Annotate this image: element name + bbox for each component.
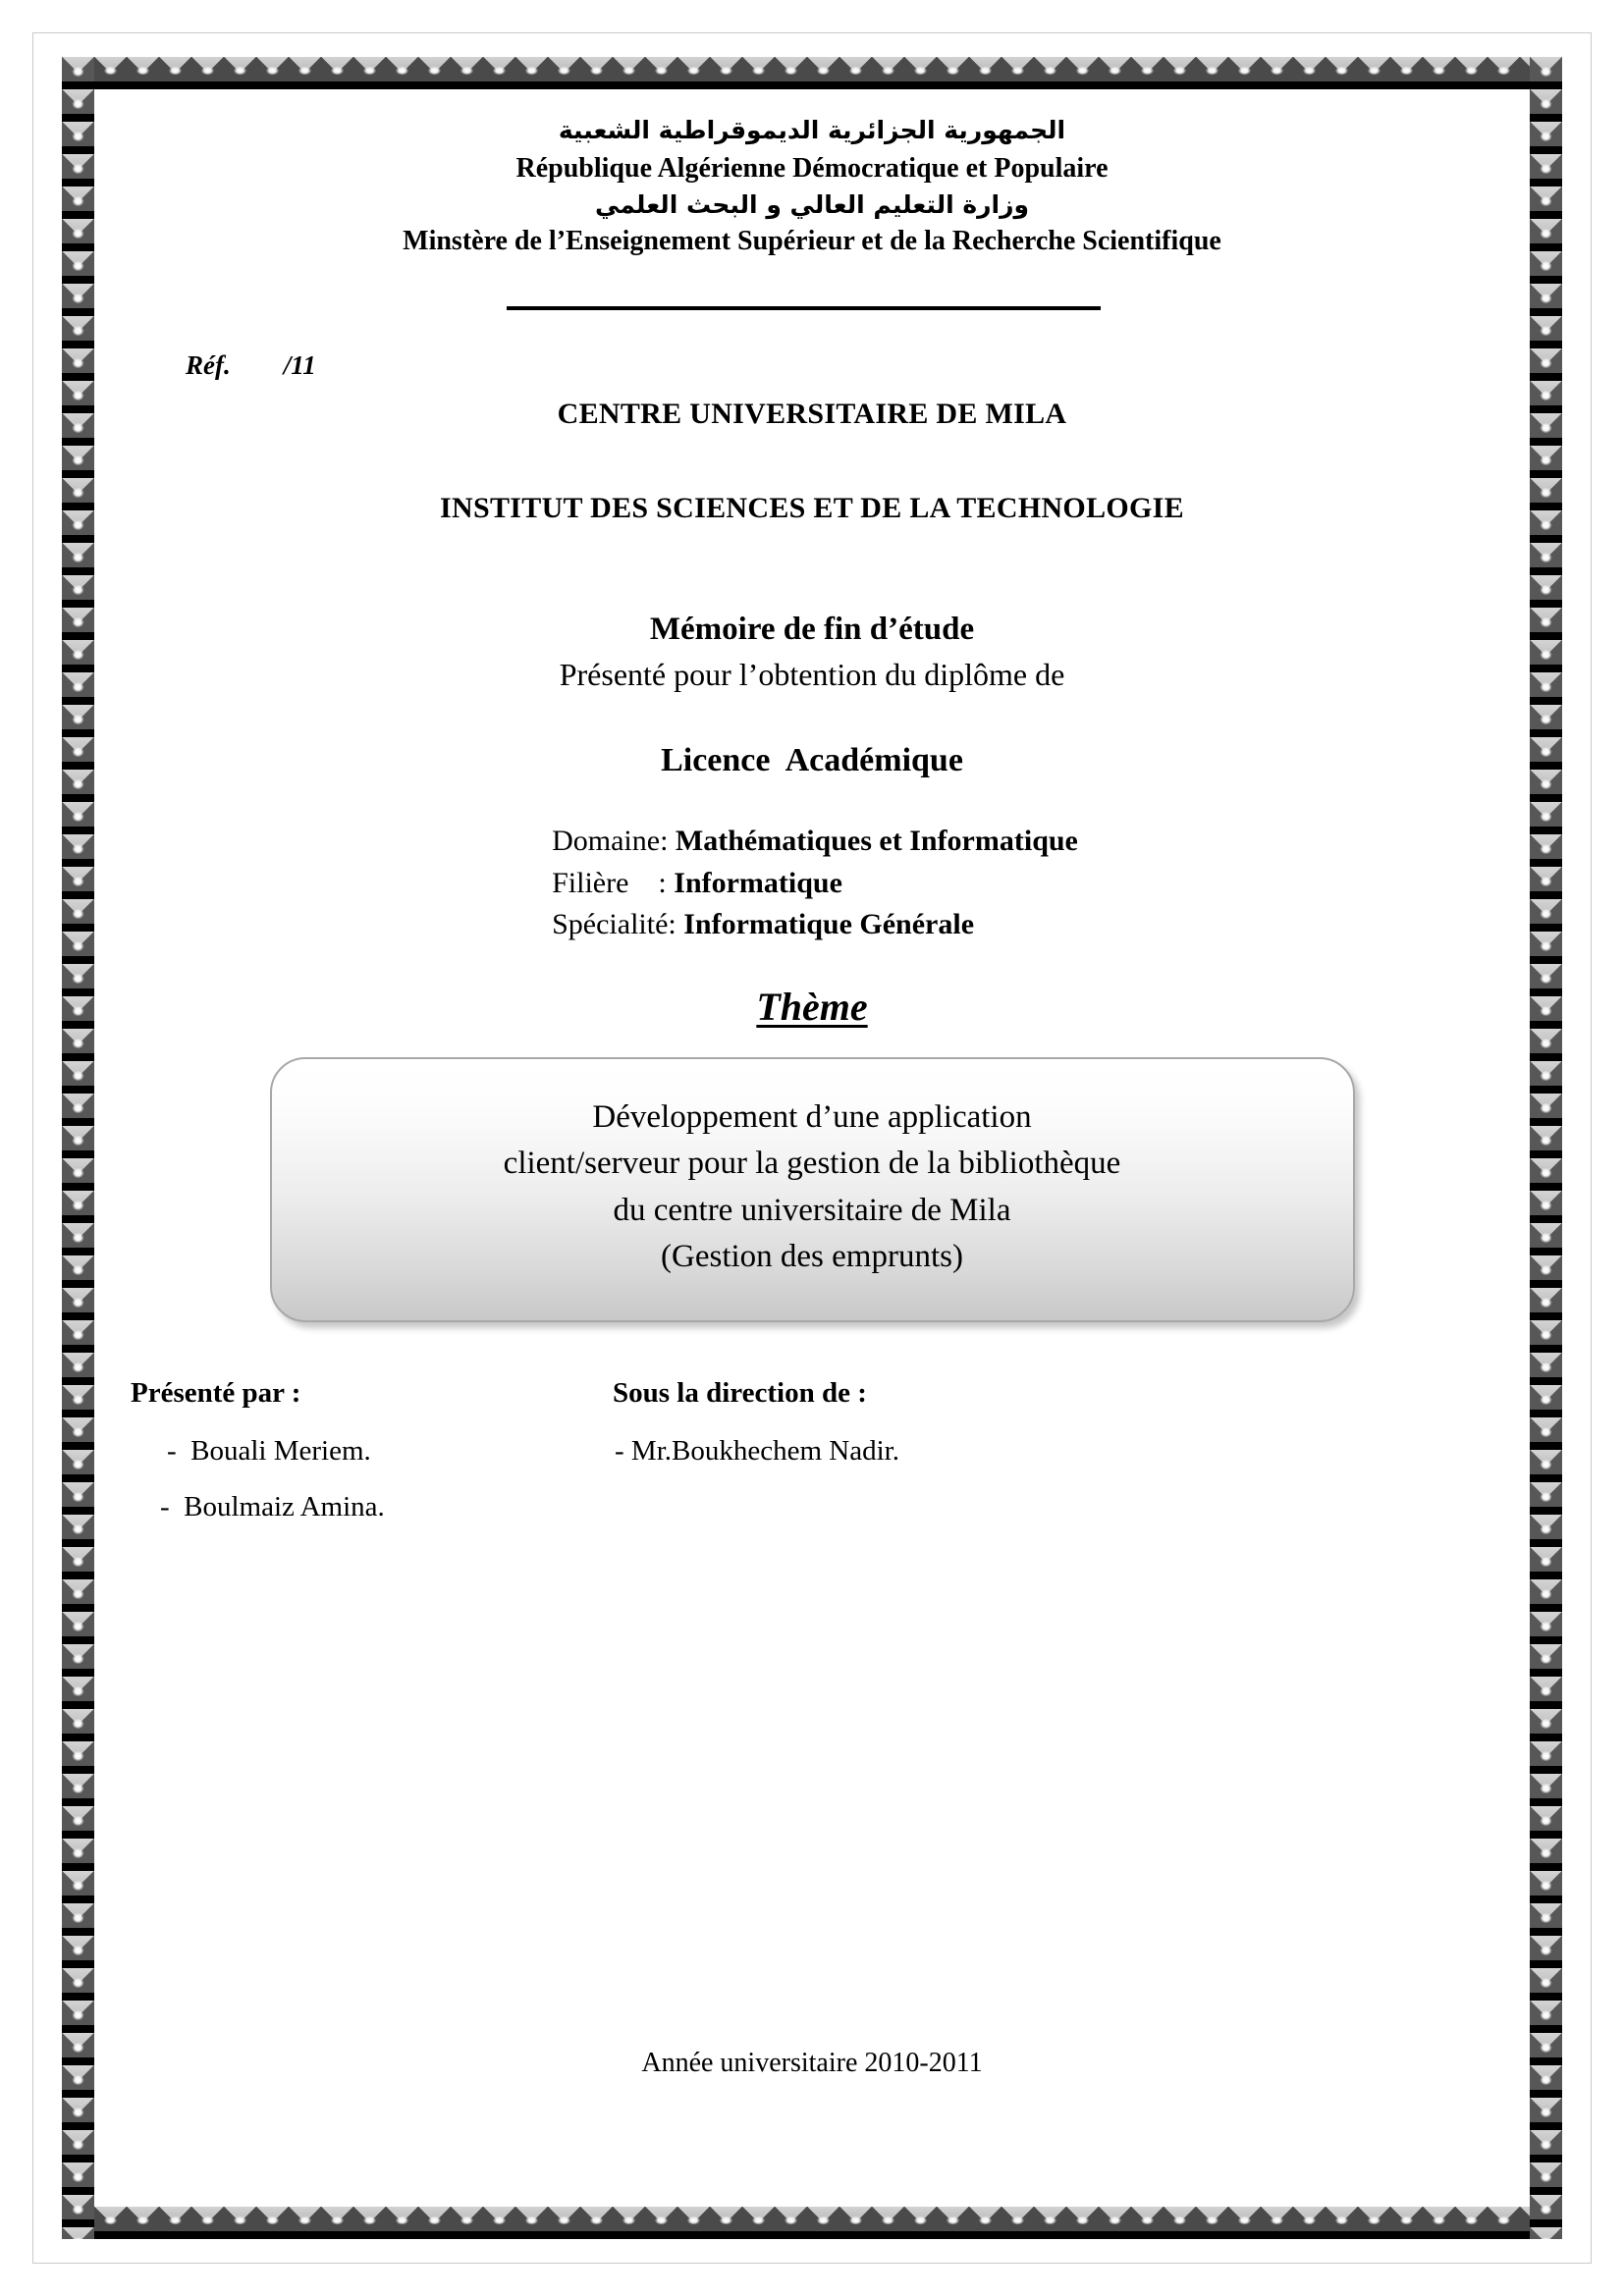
program-specialite-label: Spécialité:: [552, 908, 677, 941]
header-arabic-ministry: وزارة التعليم العالي و البحث العلمي: [594, 189, 1030, 219]
theme-box-wrap: [94, 1057, 1530, 1322]
authors-heading: Présenté par :: [131, 1376, 301, 1409]
theme-line-4: (Gestion des emprunts): [661, 1239, 963, 1275]
content-area: [94, 89, 1530, 2207]
author-name-2: - Boulmaiz Amina.: [160, 1490, 385, 1522]
theme-box: [270, 1057, 1355, 1322]
program-domaine-value: Mathématiques et Informatique: [675, 825, 1078, 857]
academic-year: Année universitaire 2010-2011: [641, 2048, 983, 2078]
author-name-1: - Bouali Meriem.: [167, 1434, 371, 1467]
memoire-title: Mémoire de fin d’étude: [649, 612, 975, 647]
decorative-border-right: [1530, 57, 1562, 2239]
header-divider-rule: [507, 306, 1101, 310]
program-filiere-label: Filière :: [552, 866, 667, 899]
header-divider-wrap: [94, 297, 1530, 315]
program-details: [94, 821, 1530, 946]
degree-title: Licence Académique: [661, 742, 963, 778]
reference-row: [94, 350, 1530, 390]
header-arabic-republic: الجمهورية الجزائرية الديموقراطية الشعبية: [558, 116, 1066, 144]
reference-number: Réf. /11: [186, 350, 316, 380]
supervisor-name-1: - Mr.Boukhechem Nadir.: [615, 1434, 899, 1467]
theme-line-1: Développement d’une application: [592, 1098, 1032, 1135]
decorative-border-bottom: [62, 2207, 1562, 2239]
program-domaine-row: [552, 821, 1078, 863]
header-french-republic: République Algérienne Démocratique et Populaire: [515, 152, 1109, 184]
program-specialite-value: Informatique Générale: [683, 908, 975, 941]
header-french-ministry: Minstère de l’Enseignement Supérieur et de la Recherche Scientifique: [403, 226, 1221, 256]
authors-column: [131, 1377, 385, 1523]
theme-heading: Thème: [756, 984, 868, 1029]
theme-line-2: client/serveur pour la gestion de la bibliothèque: [503, 1146, 1121, 1182]
institute-name: INSTITUT DES SCIENCES ET DE LA TECHNOLOGIE: [440, 492, 1184, 524]
program-filiere-value: Informatique: [674, 866, 842, 899]
supervisor-column: [613, 1377, 899, 1468]
program-specialite-row: [552, 904, 1078, 946]
university-name: CENTRE UNIVERSITAIRE DE MILA: [557, 398, 1067, 430]
program-domaine-label: Domaine:: [552, 825, 669, 857]
decorative-border-left: [62, 57, 94, 2239]
theme-line-3: du centre universitaire de Mila: [613, 1192, 1011, 1228]
decorative-border-top: [62, 57, 1562, 89]
program-filiere-row: [552, 863, 1078, 905]
theme-heading-wrap: [94, 984, 1530, 1030]
supervisor-heading: Sous la direction de :: [613, 1376, 867, 1409]
people-section: [94, 1377, 1530, 1564]
presented-for-text: Présenté pour l’obtention du diplôme de: [559, 657, 1065, 692]
